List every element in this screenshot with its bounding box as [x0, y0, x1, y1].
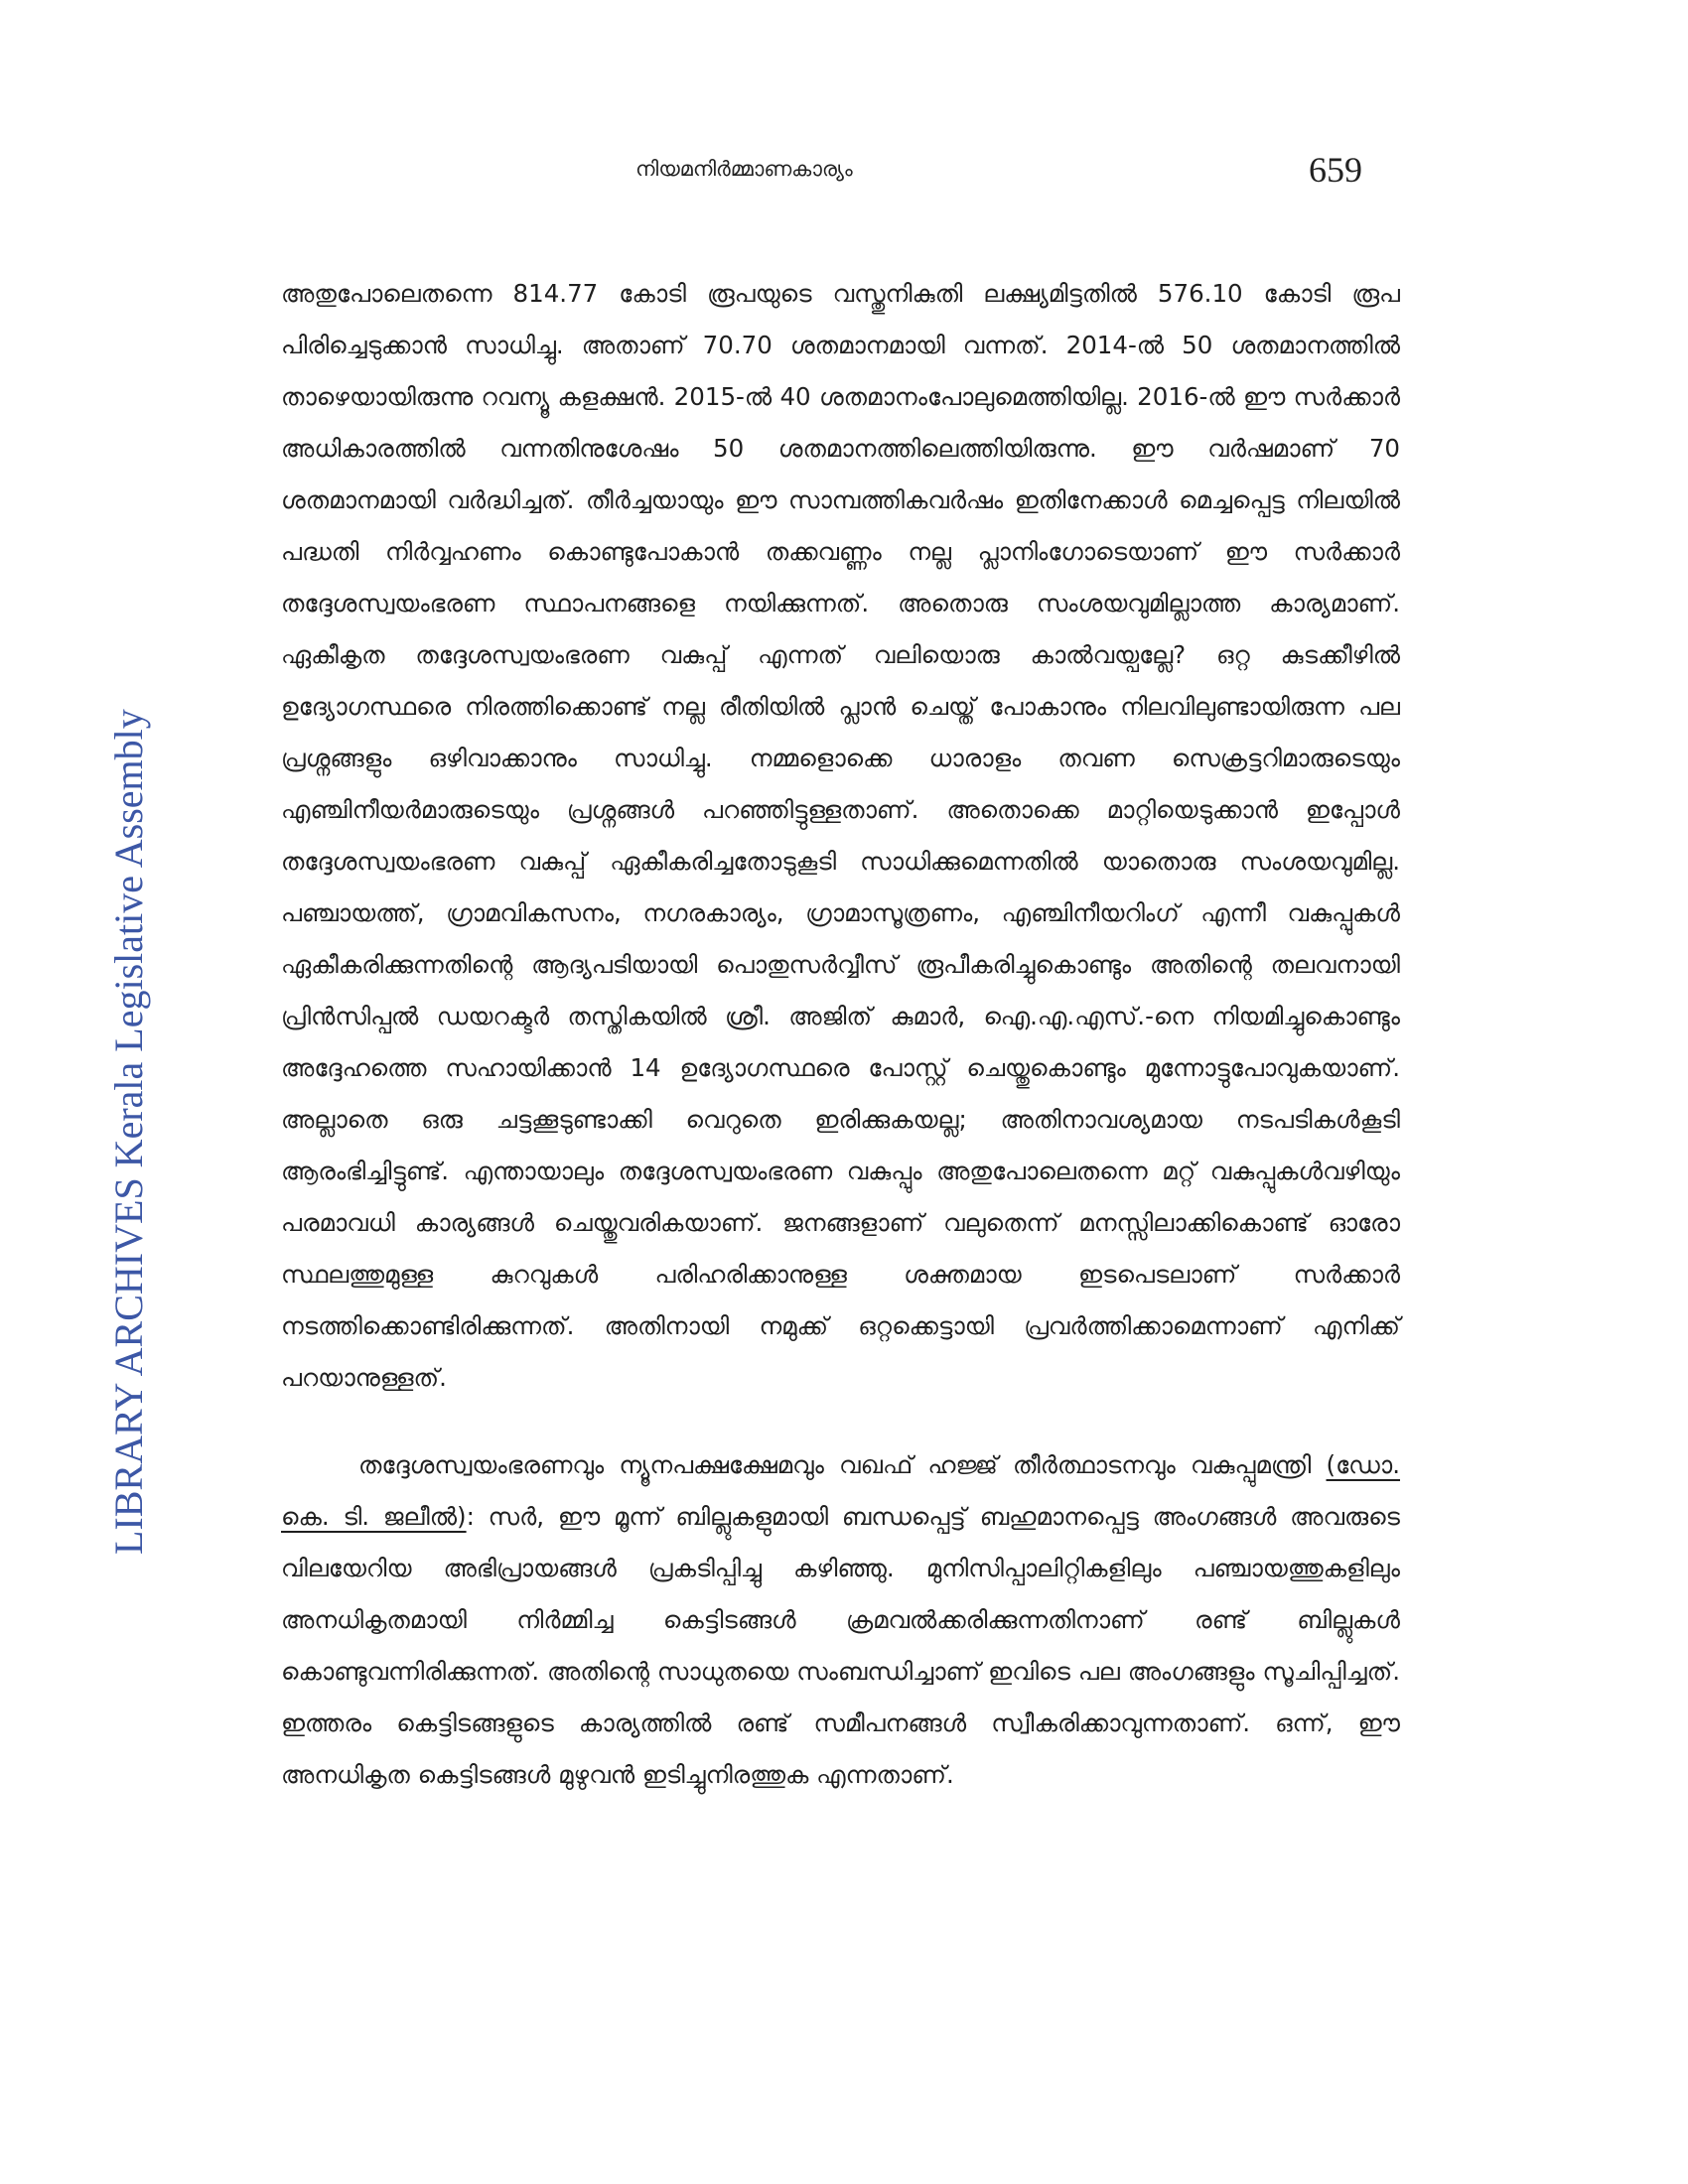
speaker-name: (ഡോ. കെ. ടി. ജലീൽ) [281, 1450, 1400, 1531]
page-number: 659 [1309, 150, 1362, 190]
paragraph-revenue-collection: അതുപോലെതന്നെ 814.77 കോടി രൂപയുടെ വസ്തുനികുതി ലക്ഷ്യമിട്ടതിൽ 576.10 കോടി രൂപ പിരിച്ചെടുക്കാൻ സാധിച്ചു. അതാണ് 70.70 ശതമാനമായി വന്നത്. 2014-ൽ 50 ശതമാനത്തിൽ താഴെയായിരുന്നു റവന്യൂ കളക്ഷൻ. 2015-ൽ 40 ശതമാനംപോലുമെത്തിയില്ല. 2016-ൽ ഈ സർക്കാർ അധികാരത്തിൽ വന്നതിനുശേഷം 50 ശതമാനത്തിലെത്തിയിരുന്നു. ഈ വർഷമാണ് 70 ശതമാനമായി വർദ്ധിച്ചത്. തീർച്ചയായും ഈ സാമ്പത്തികവർഷം ഇതിനേക്കാൾ മെച്ചപ്പെട്ട നിലയിൽ പദ്ധതി നിർവ്വഹണം കൊണ്ടുപോകാൻ തക്കവണ്ണം നല്ല പ്ലാനിംഗോടെയാണ് ഈ സർക്കാർ തദ്ദേശസ്വയംഭരണ സ്ഥാപനങ്ങളെ നയിക്കുന്നത്. അതൊരു സംശയവുമില്ലാത്ത കാര്യമാണ്. ഏകീകൃത തദ്ദേശസ്വയംഭരണ വകുപ്പ് എന്നത് വലിയൊരു കാൽവയ്പല്ലേ? ഒറ്റ കുടക്കീഴിൽ ഉദ്യോഗസ്ഥരെ നിരത്തിക്കൊണ്ട് നല്ല രീതിയിൽ പ്ലാൻ ചെയ്ത് പോകാനും നിലവിലുണ്ടായിരുന്ന പല പ്രശ്നങ്ങളും ഒഴിവാക്കാനും സാധിച്ചു. നമ്മളൊക്കെ ധാരാളം തവണ സെക്രട്ടറിമാരുടെയും എഞ്ചിനീയർമാരുടെയും പ്രശ്നങ്ങൾ പറഞ്ഞിട്ടുള്ളതാണ്. അതൊക്കെ മാറ്റിയെടുക്കാൻ ഇപ്പോൾ തദ്ദേശസ്വയംഭരണ വകുപ്പ് ഏകീകരിച്ചതോടുകൂടി സാധിക്കുമെന്നതിൽ യാതൊരു സംശയവുമില്ല. പഞ്ചായത്ത്, ഗ്രാമവികസനം, നഗരകാര്യം, ഗ്രാമാസൂത്രണം, എഞ്ചിനീയറിംഗ് എന്നീ വകുപ്പുകൾ ഏകീകരിക്കുന്നതിന്റെ ആദ്യപടിയായി പൊതുസർവ്വീസ് രൂപീകരിച്ചുകൊണ്ടും അതിന്റെ തലവനായി പ്രിൻസിപ്പൽ ഡയറക്ടർ തസ്തികയിൽ ശ്രീ. അജിത് കുമാർ, ഐ.എ.എസ്.-നെ നിയമിച്ചുകൊണ്ടും അദ്ദേഹത്തെ സഹായിക്കാൻ 14 ഉദ്യോഗസ്ഥരെ പോസ്റ്റ് ചെയ്തുകൊണ്ടും മുന്നോട്ടുപോവുകയാണ്. അല്ലാതെ ഒരു ചട്ടക്കൂടുണ്ടാക്കി വെറുതെ ഇരിക്കുകയല്ല; അതിനാവശ്യമായ നടപടികൾകൂടി ആരംഭിച്ചിട്ടുണ്ട്. എന്തായാലും തദ്ദേശസ്വയംഭരണ വകുപ്പും അതുപോലെതന്നെ മറ്റ് വകുപ്പുകൾവഴിയും പരമാവധി കാര്യങ്ങൾ ചെയ്തുവരികയാണ്. ജനങ്ങളാണ് വലുതെന്ന് മനസ്സിലാക്കികൊണ്ട് ഓരോ സ്ഥലത്തുമുള്ള കുറവുകൾ പരിഹരിക്കാനുള്ള ശക്തമായ ഇടപെടലാണ് സർക്കാർ നടത്തിക്കൊണ്ടിരിക്കുന്നത്. അതിനായി നമുക്ക് ഒറ്റക്കെട്ടായി പ്രവർത്തിക്കാമെന്നാണ് എനിക്ക് പറയാനുള്ളത്. [281, 279, 1400, 1392]
document-body [281, 268, 1400, 1801]
minister-speech: : സർ, ഈ മൂന്ന് ബില്ലുകളുമായി ബന്ധപ്പെട്ട് ബഹുമാനപ്പെട്ട അംഗങ്ങൾ അവരുടെ വിലയേറിയ അഭിപ്രായങ്ങൾ പ്രകടിപ്പിച്ചു കഴിഞ്ഞു. മുനിസിപ്പാലിറ്റികളിലും പഞ്ചായത്തുകളിലും അനധികൃതമായി നിർമ്മിച്ച കെട്ടിടങ്ങൾ ക്രമവൽക്കരിക്കുന്നതിനാണ് രണ്ട് ബില്ലുകൾ കൊണ്ടുവന്നിരിക്കുന്നത്. അതിന്റെ സാധുതയെ സംബന്ധിച്ചാണ് ഇവിടെ പല അംഗങ്ങളും സൂചിപ്പിച്ചത്. ഇത്തരം കെട്ടിടങ്ങളുടെ കാര്യത്തിൽ രണ്ട് സമീപനങ്ങൾ സ്വീകരിക്കാവുന്നതാണ്. ഒന്ന്, ഈ അനധികൃത കെട്ടിടങ്ങൾ മുഴുവൻ ഇടിച്ചുനിരത്തുക എന്നതാണ്. [281, 1502, 1400, 1789]
library-archives-watermark: LIBRARY ARCHIVES Kerala Legislative Assembly [106, 709, 151, 1555]
minister-designation: തദ്ദേശസ്വയംഭരണവും ന്യൂനപക്ഷക്ഷേമവും വഖഫ് ഹജ്ജ് തീർത്ഥാടനവും വകുപ്പുമന്ത്രി [358, 1450, 1327, 1479]
paragraph-minister-reply [281, 1439, 1400, 1801]
running-header-title: നിയമനിർമ്മാണകാര്യം [635, 157, 853, 181]
